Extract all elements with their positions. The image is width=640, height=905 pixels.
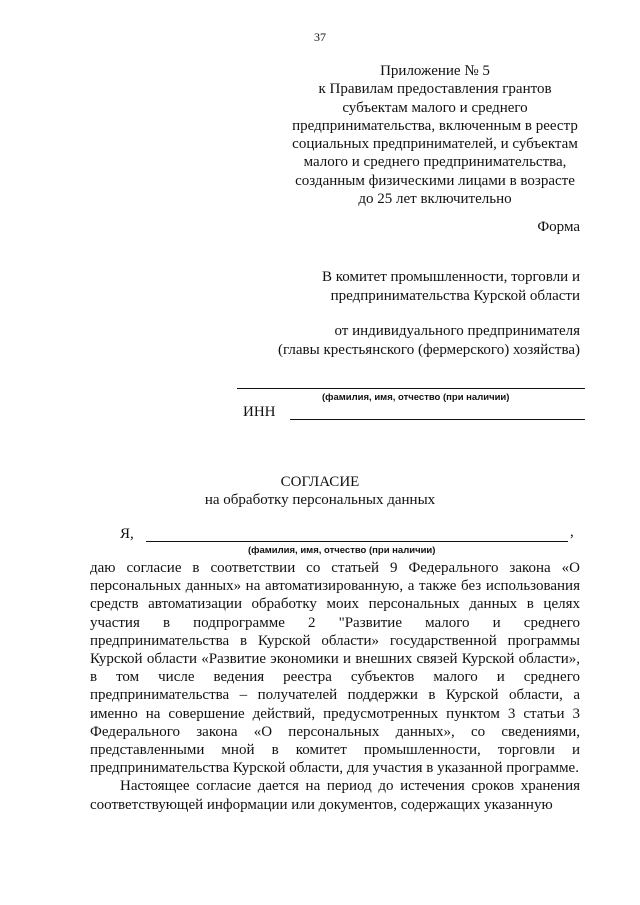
inn-label: ИНН <box>243 404 276 420</box>
sender-line: (главы крестьянского (фермерского) хозяйства) <box>278 341 580 358</box>
consent-fio-fill-line[interactable] <box>146 541 568 542</box>
appendix-line: предпринимательства, включенным в реестр <box>292 117 578 134</box>
sender-block <box>250 322 580 359</box>
appendix-header <box>285 62 585 208</box>
sender-line: от индивидуального предпринимателя <box>334 323 580 339</box>
consent-fio-caption: (фамилия, имя, отчество (при наличии) <box>248 545 436 556</box>
fio-fill-line[interactable] <box>237 388 585 389</box>
appendix-line: социальных предпринимателей, и субъектам <box>292 136 578 153</box>
inn-fill-line[interactable] <box>290 419 585 420</box>
consent-body <box>90 559 580 814</box>
form-label: Форма <box>537 219 580 235</box>
addressee-line: предпринимательства Курской области <box>330 287 580 304</box>
addressee-block <box>250 268 580 305</box>
addressee-line: В комитет промышленности, торговли и <box>321 269 580 285</box>
consent-subtitle: на обработку персональных данных <box>204 492 436 508</box>
appendix-line: до 25 лет включительно <box>358 191 512 208</box>
consent-paragraph: Настоящее согласие дается на период до истечения сроков хранения соответствующей информации или документов, содержащих указанную <box>90 778 580 813</box>
consent-title: СОГЛАСИЕ <box>280 474 360 490</box>
ya-comma: , <box>570 524 574 540</box>
appendix-line: субъектам малого и среднего <box>342 99 528 116</box>
page-number: 37 <box>314 30 326 44</box>
appendix-line: к Правилам предоставления грантов <box>318 81 552 98</box>
ya-label: Я, <box>120 526 134 542</box>
appendix-line: Приложение № 5 <box>380 63 490 79</box>
consent-paragraph: даю согласие в соответствии со статьей 9 Федерального закона «О персональных данных» на автоматизированную, а также без использования средств автоматизации обработку моих персональных данных в целях участия в подпрограмме 2 "Развитие малого и среднего предпринимательства в Курской области» государственной программы Курской области «Развитие экономики и внешних связей Курской области», в том числе ведения реестра субъектов малого и среднего предпринимательства – получателей поддержки в Курской области, а именно на совершение действий, предусмотренных пунктом 3 статьи 3 Федерального закона «О персональных данных», со сведениями, представленными мной в комитет промышленности, торговли и предпринимательства Курской области, для участия в указанной программе. <box>90 560 580 777</box>
appendix-line: малого и среднего предпринимательства, <box>303 154 567 171</box>
fio-caption: (фамилия, имя, отчество (при наличии) <box>322 392 510 403</box>
appendix-line: созданным физическими лицами в возрасте <box>295 172 575 189</box>
